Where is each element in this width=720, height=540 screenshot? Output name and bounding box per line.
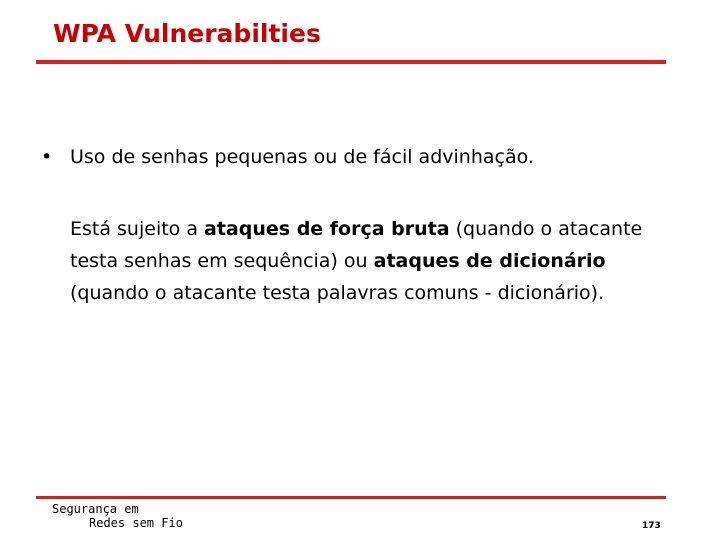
bullet-icon: •: [41, 146, 53, 168]
body-paragraph: [70, 213, 685, 309]
paragraph-text-2: (quando o atacante testa senhas em sequência) ou: [70, 218, 643, 272]
footer-course-line1: Segurança em: [52, 502, 139, 516]
bullet-text: Uso de senhas pequenas ou de fácil advinhação.: [70, 146, 534, 168]
footer-course-line2: Redes sem Fio: [89, 516, 183, 530]
page-number: 173: [642, 521, 661, 531]
paragraph-bold-dictionary: ataques de dicionário: [373, 250, 606, 272]
title-divider: [36, 60, 666, 64]
paragraph-bold-brute-force: ataques de força bruta: [204, 218, 450, 240]
paragraph-text-1: Está sujeito a: [70, 218, 205, 240]
slide-title: WPA Vulnerabilties: [53, 19, 321, 48]
footer-course-name: [52, 502, 183, 530]
footer-divider: [36, 496, 666, 499]
paragraph-text-3: (quando o atacante testa palavras comuns - dicionário).: [70, 282, 605, 304]
